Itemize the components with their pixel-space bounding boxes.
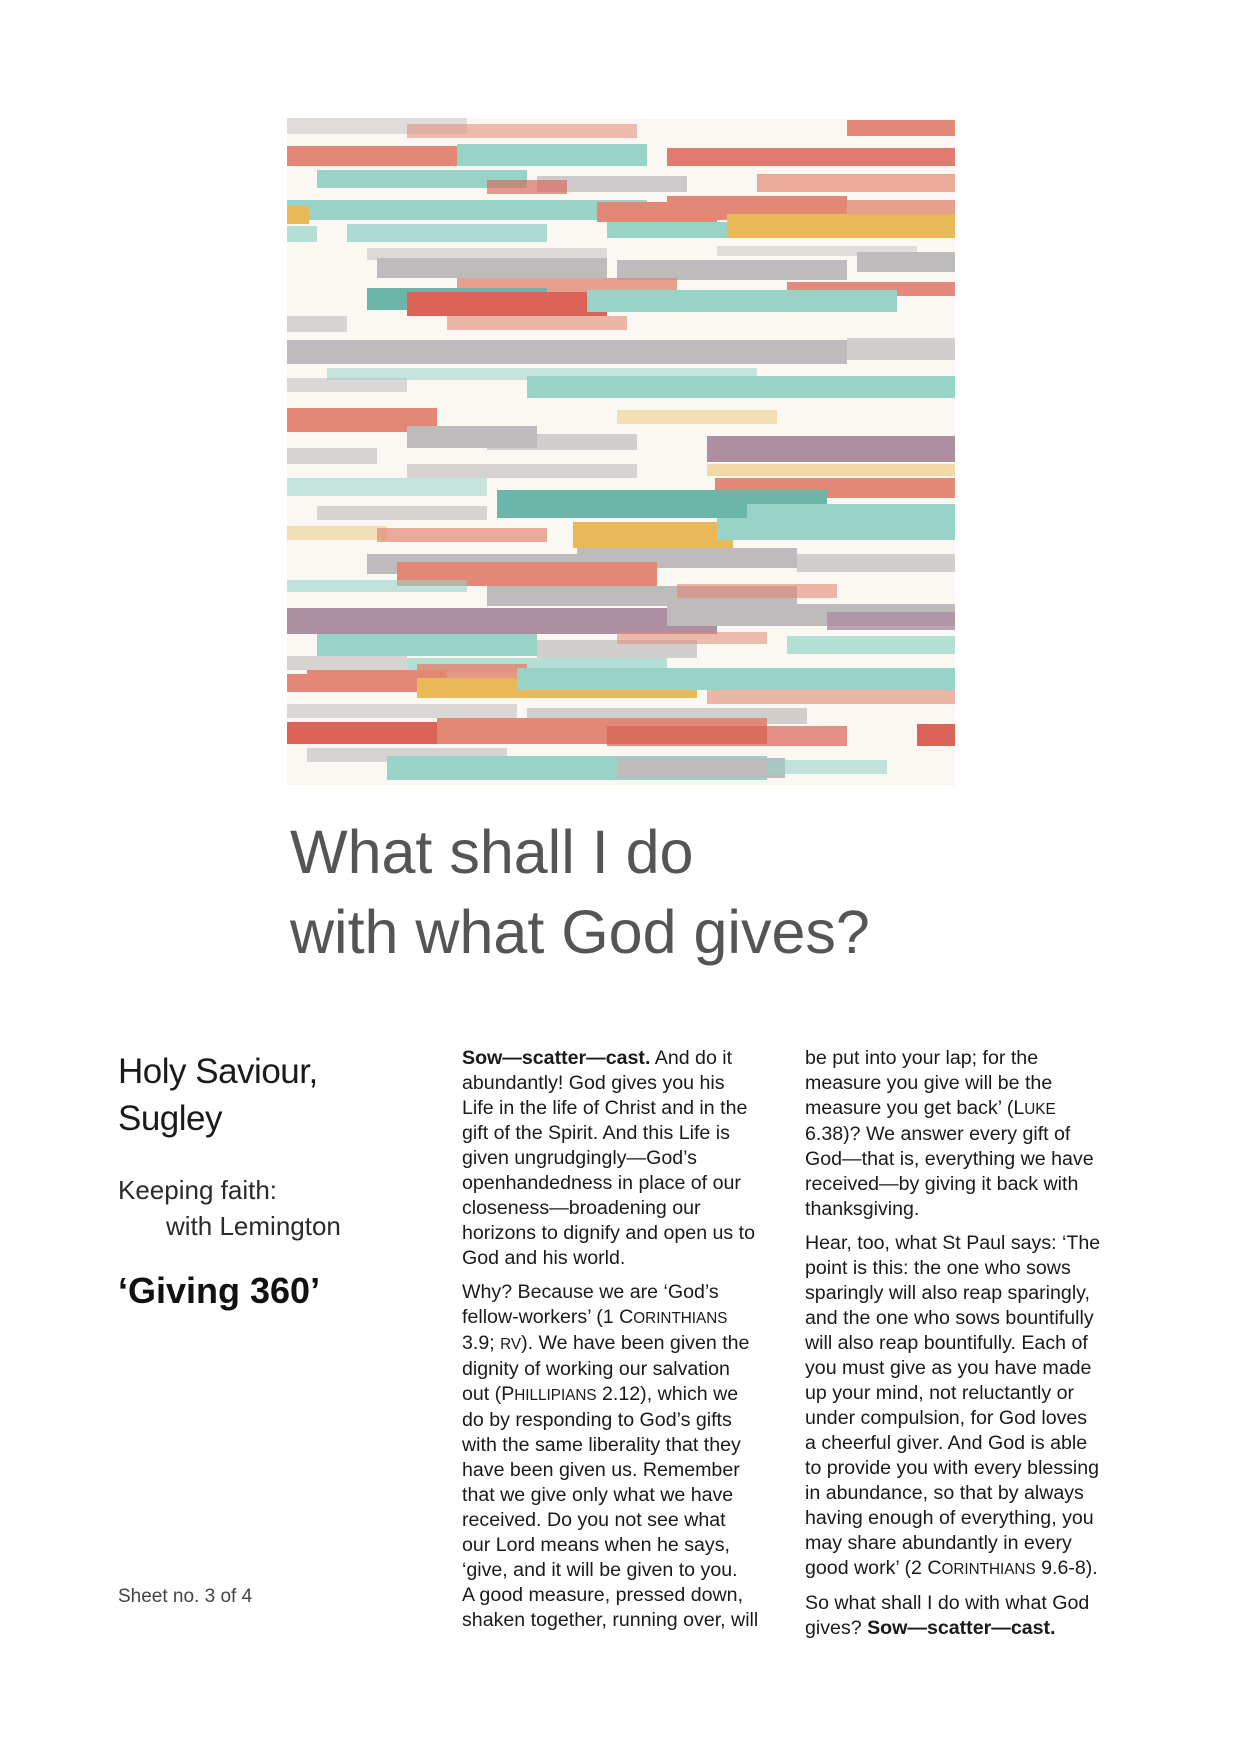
text-line: under compulsion, for God loves (805, 1407, 1088, 1429)
parish-line-2: Sugley (118, 1099, 223, 1138)
paragraph (805, 1231, 1135, 1582)
text-fragment: ). We have been given the (521, 1332, 750, 1354)
text-line: closeness—broadening our (462, 1197, 701, 1219)
title-line-1: What shall I do (290, 818, 694, 886)
parish-name (118, 1048, 398, 1142)
page-title (290, 812, 1090, 972)
text-fragment: measure you get back’ (L (805, 1097, 1025, 1119)
text-line (462, 1305, 792, 1331)
keeping-line-1: Keeping faith: (118, 1175, 278, 1205)
text-line: do by responding to God’s gifts (462, 1409, 732, 1431)
text-fragment: 3.9; (462, 1332, 501, 1354)
text-line: received. Do you not see what (462, 1509, 726, 1531)
text-line: with the same liberality that they (462, 1434, 741, 1456)
paragraph (805, 1591, 1135, 1641)
text-line: Hear, too, what St Paul says: ‘The (805, 1232, 1101, 1254)
text-line: to provide you with every blessing (805, 1457, 1100, 1479)
keeping-faith-subtitle (118, 1172, 398, 1244)
text-line: 6.38)? We answer every gift of (805, 1123, 1071, 1145)
paragraph (805, 1046, 1135, 1222)
text-line: be put into your lap; for the (805, 1047, 1039, 1069)
text-line: Life in the life of Christ and in the (462, 1097, 748, 1119)
small-caps-fragment: ORINTHIANS (941, 1561, 1036, 1578)
closing-phrase: Sow—scatter—cast. (867, 1617, 1056, 1639)
body-column-1 (462, 1046, 792, 1642)
small-caps-fragment: UKE (1024, 1101, 1056, 1118)
text-line: So what shall I do with what God (805, 1592, 1090, 1614)
paragraph (462, 1280, 792, 1633)
keeping-line-2: with Lemington (166, 1211, 341, 1241)
lead-phrase: Sow—scatter—cast. (462, 1047, 651, 1069)
text-line (805, 1556, 1135, 1582)
text-line: a cheerful giver. And God is able (805, 1432, 1088, 1454)
small-caps-fragment: HILLIPIANS (514, 1387, 597, 1404)
paragraph (462, 1046, 792, 1271)
text-line: sparingly will also reap sparingly, (805, 1282, 1090, 1304)
text-line: horizons to dignify and open us to (462, 1222, 756, 1244)
text-line: dignity of working our salvation (462, 1358, 730, 1380)
text-line: openhandedness in place of our (462, 1172, 741, 1194)
text-fragment: 2.12), which we (596, 1383, 739, 1405)
text-line: shaken together, running over, will (462, 1609, 759, 1631)
text-line: ‘give, and it will be given to you. (462, 1559, 738, 1581)
text-line: gift of the Spirit. And this Life is (462, 1122, 730, 1144)
text-line: received—by giving it back with (805, 1173, 1079, 1195)
sheet-number: Sheet no. 3 of 4 (118, 1586, 253, 1607)
text-line: up your mind, not reluctantly or (805, 1382, 1075, 1404)
text-line: that we give only what we have (462, 1484, 734, 1506)
text-line: our Lord means when he says, (462, 1534, 730, 1556)
text-line: having enough of everything, you (805, 1507, 1094, 1529)
text-line: Why? Because we are ‘God’s (462, 1281, 719, 1303)
title-line-2: with what God gives? (290, 898, 870, 966)
text-line: you must give as you have made (805, 1357, 1092, 1379)
text-line: God and his world. (462, 1247, 626, 1269)
text-fragment: fellow-workers’ (1 C (462, 1306, 634, 1328)
text-line: point is this: the one who sows (805, 1257, 1071, 1279)
text-fragment: 9.6-8). (1035, 1557, 1098, 1579)
text-line: A good measure, pressed down, (462, 1584, 744, 1606)
text-line: will also reap bountifully. Each of (805, 1332, 1088, 1354)
text-fragment: gives? (805, 1617, 868, 1639)
brushstroke-artwork (287, 118, 955, 786)
text-line: God—that is, everything we have (805, 1148, 1094, 1170)
small-caps-fragment: ORINTHIANS (633, 1310, 728, 1327)
text-fragment: good work’ (2 C (805, 1557, 942, 1579)
campaign-title: ‘Giving 360’ (118, 1270, 321, 1311)
text-line: in abundance, so that by always (805, 1482, 1084, 1504)
text-fragment: out (P (462, 1383, 515, 1405)
text-line (462, 1382, 792, 1408)
text-line: measure you give will be the (805, 1072, 1053, 1094)
text-line (462, 1046, 792, 1071)
text-line: thanksgiving. (805, 1198, 920, 1220)
text-line (805, 1616, 1135, 1641)
text-line (805, 1096, 1135, 1122)
small-caps-fragment: RV (500, 1336, 522, 1353)
brushstroke-pattern (287, 118, 955, 786)
text-line: abundantly! God gives you his (462, 1072, 725, 1094)
text-fragment: And do it (650, 1047, 733, 1069)
parish-line-1: Holy Saviour, (118, 1052, 318, 1091)
text-line: given ungrudgingly—God’s (462, 1147, 697, 1169)
body-column-2 (805, 1046, 1135, 1650)
text-line: and the one who sows bountifully (805, 1307, 1094, 1329)
text-line (462, 1331, 792, 1357)
text-line: have been given us. Remember (462, 1459, 740, 1481)
text-line: may share abundantly in every (805, 1532, 1072, 1554)
